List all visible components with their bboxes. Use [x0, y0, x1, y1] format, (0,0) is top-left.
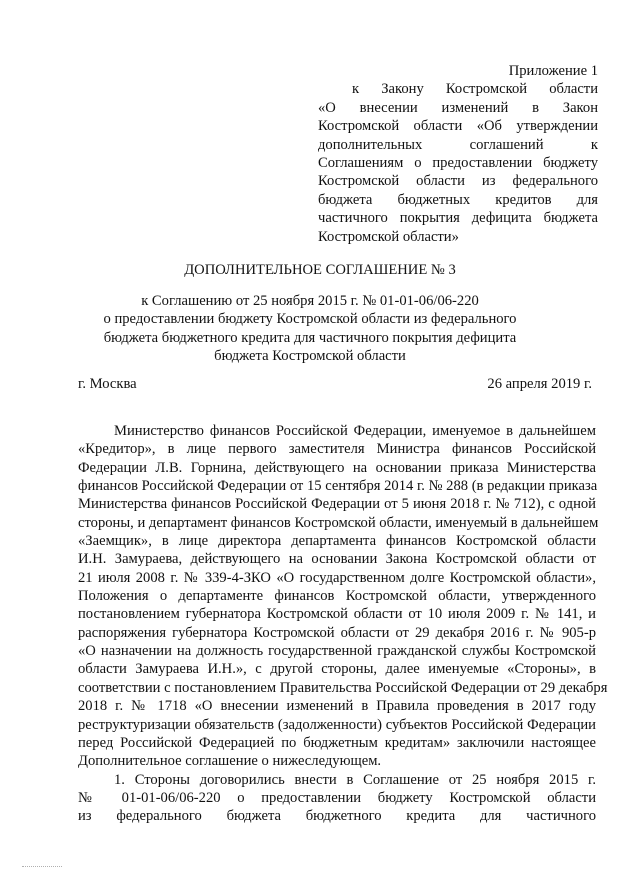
appendix-heading: Приложение 1 — [508, 63, 598, 79]
appendix-line: Соглашениям о предоставлении бюджету — [318, 155, 598, 172]
paragraph-line: финансов Российской Федерации от 15 сентября 2014 г. № 288 (в редакции приказа — [78, 478, 598, 495]
paragraph-line: 21 июля 2008 г. № 339-4-ЗКО «О государственном долге Костромской области», — [78, 569, 596, 586]
page-corner-mark — [22, 866, 62, 868]
appendix-line: к Закону Костромской области — [352, 81, 598, 98]
paragraph-line: распоряжения губернатора Костромской области от 29 декабря 2016 г. № 905-р — [78, 624, 596, 641]
paragraph-line: «О назначении на должность государственной гражданской службы Костромской — [78, 643, 596, 660]
subtitle-line: бюджета Костромской области — [214, 348, 406, 365]
document-title: ДОПОЛНИТЕЛЬНОЕ СОГЛАШЕНИЕ № 3 — [184, 262, 456, 278]
paragraph-line: Министерство финансов Российской Федерации, именуемое в дальнейшем — [114, 423, 596, 439]
paragraph-line: 1. Стороны договорились внести в Соглашение от 25 ноября 2015 г. — [114, 771, 596, 788]
agreement-body — [78, 422, 608, 826]
appendix-line: дополнительных соглашений к — [318, 136, 598, 153]
appendix-line: частичного покрытия дефицита бюджета — [318, 210, 598, 227]
document-subtitle — [100, 292, 520, 366]
appendix-line: «О внесении изменений в Закон — [318, 99, 598, 116]
paragraph-line: Дополнительное соглашение о нижеследующем. — [78, 753, 382, 770]
paragraph-line: области Замураева И.Н.», с другой стороны, далее именуемые «Стороны», в — [78, 661, 596, 678]
date-label: 26 апреля 2019 г. — [487, 376, 592, 392]
paragraph-line: стороны, и департамент финансов Костромской области, именуемый в дальнейшем — [78, 514, 599, 531]
paragraph-line: соответствии с постановлением Правительства Российской Федерации от 29 декабря — [78, 679, 608, 696]
paragraph-line: перед Российской Федерацией по бюджетным кредитам» заключили настоящее — [78, 734, 596, 751]
paragraph-line: 2018 г. № 1718 «О внесении изменений в Правила проведения в 2017 году — [78, 698, 596, 715]
appendix-line: Костромской области» — [318, 228, 459, 245]
paragraph-line: Положения о департаменте финансов Костромской области, утвержденного — [78, 588, 596, 605]
paragraph-line: реструктуризации обязательств (задолженности) субъектов Российской Федерации — [78, 716, 596, 733]
paragraph-line: «Заемщик», в лице директора департамента финансов Костромской области — [78, 533, 596, 550]
appendix-line: бюджета бюджетных кредитов для — [318, 191, 598, 208]
paragraph-line: из федерального бюджета бюджетного кредита для частичного — [78, 808, 596, 825]
appendix-line: Костромской области «Об утверждении — [318, 118, 598, 135]
paragraph-line: И.Н. Замураева, действующего на основании Закона Костромской области от — [78, 551, 596, 568]
paragraph-line: Министерства финансов Российской Федерации от 5 июня 2018 г. № 712), с одной — [78, 496, 596, 513]
paragraph-line: № 01-01-06/06-220 о предоставлении бюджету Костромской области — [78, 789, 596, 806]
paragraph-line: «Кредитор», в лице первого заместителя Министра финансов Российской — [78, 441, 596, 458]
appendix-block — [318, 62, 598, 246]
subtitle-line: о предоставлении бюджету Костромской области из федерального — [103, 311, 517, 328]
subtitle-line: бюджета бюджетного кредита для частичного покрытия дефицита — [103, 329, 517, 346]
paragraph-line: постановлением губернатора Костромской области от 10 июля 2009 г. № 141, и — [78, 606, 596, 623]
city-label: г. Москва — [78, 376, 137, 392]
paragraph-line: Федерации Л.В. Горнина, действующего на основании приказа Министерства — [78, 459, 596, 476]
appendix-line: Костромской области из федерального — [318, 173, 598, 190]
subtitle-line: к Соглашению от 25 ноября 2015 г. № 01-01-06/06-220 — [141, 293, 479, 309]
